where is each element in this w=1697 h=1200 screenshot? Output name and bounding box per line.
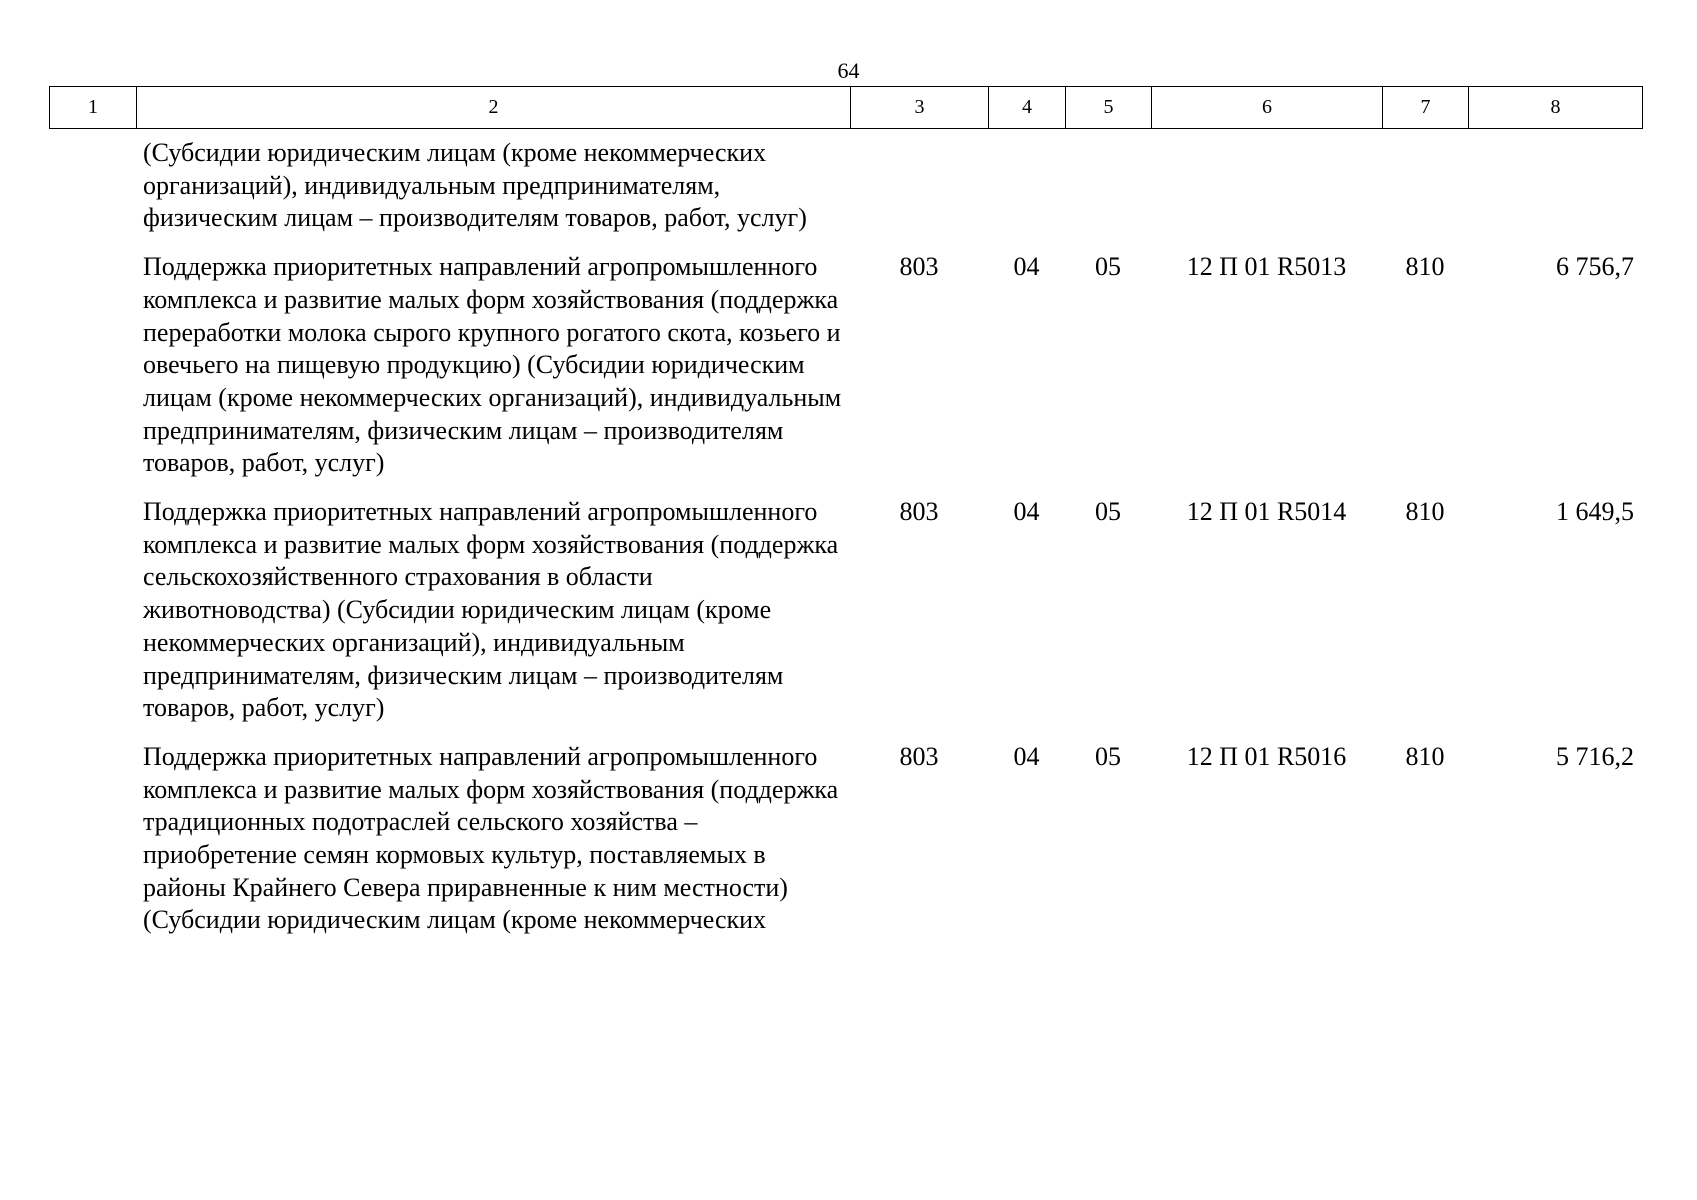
row-col-4 [988, 131, 1065, 251]
row-col-6 [1151, 131, 1382, 251]
row-col-3 [850, 131, 988, 251]
row-col-7 [1382, 131, 1468, 251]
row-description: Поддержка приоритетных направлений агропромышленного комплекса и развитие малых форм хозяйствования (поддержка переработки молока сырого крупного рогатого скота, козьего и овечьего на пищевую продукцию) (Субсидии юридическим лицам (кроме некоммерческих организаций), индивидуальным предпринимателям, физическим лицам – производителям товаров, работ, услуг) [143, 252, 842, 478]
row-col-8 [1468, 131, 1642, 251]
row-col-6: 12 П 01 R5013 [1186, 252, 1347, 282]
column-header-2: 2 [137, 87, 851, 129]
page-number: 64 [837, 58, 860, 83]
row-col-5 [1065, 131, 1151, 251]
column-header-table [49, 86, 1643, 129]
row-col-5: 05 [1095, 252, 1121, 282]
row-col-5: 05 [1095, 497, 1121, 527]
column-header-6: 6 [1152, 87, 1383, 129]
column-header-8: 8 [1469, 87, 1643, 129]
row-col-4: 04 [1013, 741, 1040, 771]
row-col-7: 810 [1405, 252, 1445, 282]
budget-table-body [49, 131, 1642, 953]
row-col-4: 04 [1013, 497, 1040, 527]
row-col-6: 12 П 01 R5016 [1186, 741, 1347, 771]
row-col-8: 6 756,7 [1556, 252, 1634, 282]
row-col-3: 803 [899, 252, 939, 282]
row-col-8: 5 716,2 [1556, 741, 1634, 771]
table-row [49, 131, 1642, 251]
column-header-3: 3 [851, 87, 989, 129]
column-header-7: 7 [1383, 87, 1469, 129]
row-description: Поддержка приоритетных направлений агропромышленного комплекса и развитие малых форм хозяйствования (поддержка сельскохозяйственного страхования в области животноводства) (Субсидии юридическим лицам (кроме некоммерческих организаций), индивидуальным предпринимателям, физическим лицам – производителям товаров, работ, услуг) [143, 497, 839, 723]
row-col-6: 12 П 01 R5014 [1186, 497, 1347, 527]
column-header-row [50, 87, 1643, 129]
row-col-5: 05 [1095, 741, 1121, 771]
row-col-7: 810 [1405, 497, 1445, 527]
row-description: (Субсидии юридическим лицам (кроме некоммерческих организаций), индивидуальным предпринимателям, физическим лицам – производителям товаров, работ, услуг) [143, 138, 807, 233]
column-header-5: 5 [1066, 87, 1152, 129]
table-row [49, 496, 1642, 741]
row-col-3: 803 [899, 497, 939, 527]
row-col-3: 803 [899, 741, 939, 771]
row-col-4: 04 [1013, 252, 1040, 282]
column-header-4: 4 [989, 87, 1066, 129]
row-col-8: 1 649,5 [1556, 497, 1634, 527]
row-col-7: 810 [1405, 741, 1445, 771]
table-row [49, 741, 1642, 953]
table-row [49, 251, 1642, 496]
row-description: Поддержка приоритетных направлений агропромышленного комплекса и развитие малых форм хозяйствования (поддержка традиционных подотраслей сельского хозяйства – приобретение семян кормовых культур, поставляемых в районы Крайнего Севера приравненные к ним местности) (Субсидии юридическим лицам (кроме некоммерческих [143, 741, 839, 935]
column-header-1: 1 [50, 87, 137, 129]
